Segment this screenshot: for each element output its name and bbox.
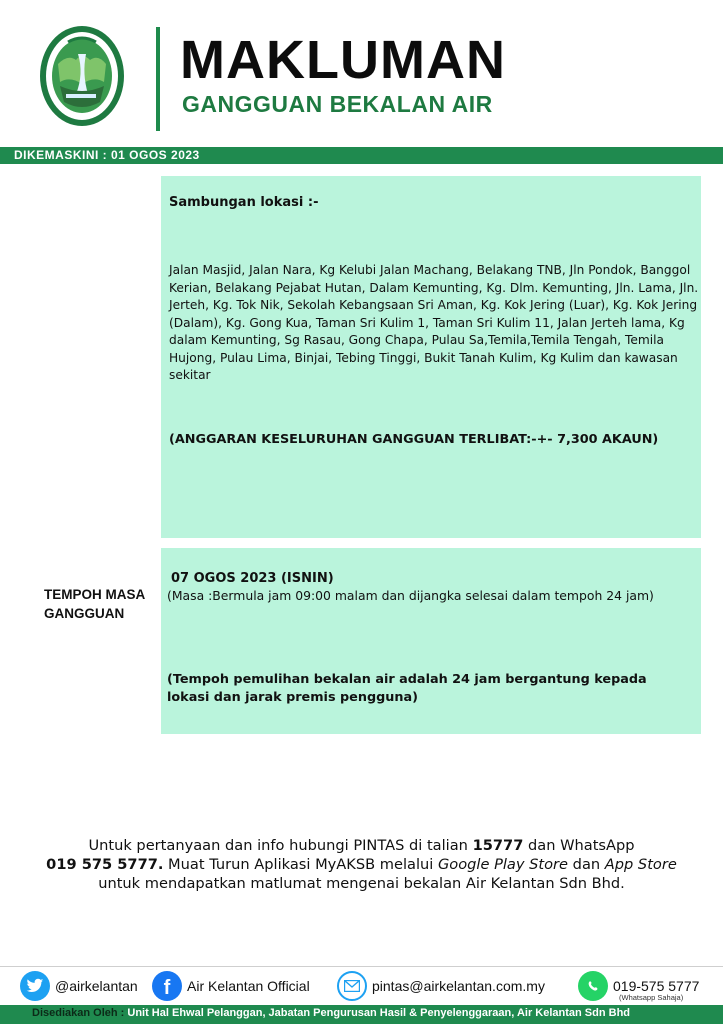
disruption-time: (Masa :Bermula jam 09:00 malam dan dijangka selesai dalam tempoh 24 jam) (167, 588, 654, 603)
period-label: TEMPOH MASA GANGGUAN (44, 587, 145, 621)
email-link[interactable] (337, 971, 545, 1001)
email-icon (337, 971, 367, 1001)
whatsapp-number: 019 575 5777. (46, 856, 164, 873)
app-store: App Store (604, 856, 677, 873)
facebook-name: Air Kelantan Official (187, 978, 310, 994)
air-kelantan-logo (38, 24, 126, 128)
page-subtitle: GANGGUAN BEKALAN AIR (182, 91, 493, 117)
recovery-note: (Tempoh pemulihan bekalan air adalah 24 jam bergantung kepada lokasi dan jarak premis pengguna) (167, 672, 647, 705)
pintas-number: 15777 (472, 837, 524, 854)
credit-bar (0, 1005, 723, 1024)
twitter-link[interactable] (20, 971, 138, 1001)
location-heading: Sambungan lokasi :- (169, 195, 319, 210)
google-play-store: Google Play Store (437, 856, 569, 873)
credit-line (32, 1007, 630, 1019)
whatsapp-phone: 019-575 5777 (613, 978, 700, 994)
facebook-link[interactable] (152, 971, 310, 1001)
update-bar (0, 147, 723, 164)
facebook-icon: f (152, 971, 182, 1001)
whatsapp-icon (578, 971, 608, 1001)
disruption-date: 07 OGOS 2023 (ISNIN) (171, 571, 334, 586)
email-address: pintas@airkelantan.com.my (372, 978, 545, 994)
affected-accounts: (ANGGARAN KESELURUHAN GANGGUAN TERLIBAT:-+- 7,300 AKAUN) (169, 432, 659, 447)
credit-department: Unit Hal Ehwal Pelanggan, Jabatan Pengurusan Hasil & Penyelenggaraan, Air Kelantan Sdn Bhd (124, 1007, 631, 1019)
location-list: Jalan Masjid, Jalan Nara, Kg Kelubi Jalan Machang, Belakang TNB, Jln Pondok, Banggol Kerian, Belakang Pejabat Hutan, Dalam Kemunting, Kg. Dlm. Kemunting, Jln. Lama, Jln. Jerteh, Kg. Tok Nik, Sekolah Kebangsaan Sri Aman, Kg. Kok Jering (Luar), Kg. Kok Jering (Dalam), Kg. Gong Kua, Taman Sri Kulim 1, Taman Sri Kulim 11, Jalan Jerteh lama, Kg dalam Kemunting, Sg Rasau, Gong Chapa, Pulau Sa,Temila,Temila Tengah, Temila Hujong, Pulau Lima, Binjai, Tebing Tinggi, Bukit Tanah Kulim, Kg Kulim dan kawasan sekitar (169, 263, 699, 382)
contact-info: Untuk pertanyaan dan info hubungi PINTAS di talian 15777 dan WhatsApp 019 575 5777. Muat Turun Aplikasi MyAKSB melalui Google Play Store dan App Store untuk mendapatkan matlumat mengenai bekalan Air Kelantan Sdn Bhd. (46, 837, 677, 892)
twitter-icon (20, 971, 50, 1001)
location-box (161, 176, 701, 538)
page-title: MAKLUMAN (180, 30, 506, 90)
social-footer (0, 967, 723, 1005)
period-box (161, 548, 701, 734)
updated-date: DIKEMASKINI : 01 OGOS 2023 (14, 148, 200, 162)
header-divider (156, 27, 160, 131)
twitter-handle: @airkelantan (55, 978, 138, 994)
credit-label: Disediakan Oleh : (32, 1007, 125, 1019)
whatsapp-note: (Whatsapp Sahaja) (619, 993, 684, 1002)
